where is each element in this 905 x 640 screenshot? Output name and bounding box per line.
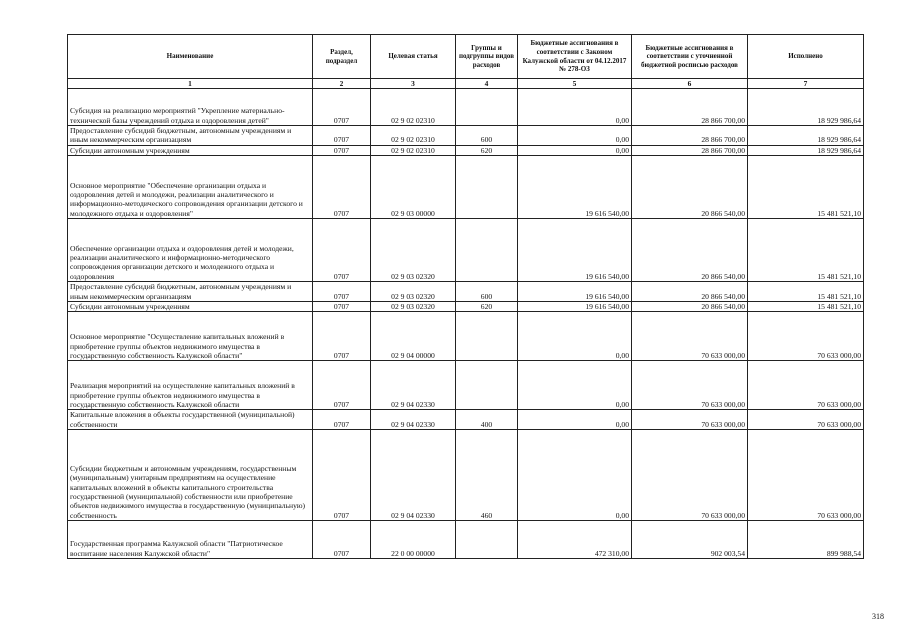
row-law-allocation-cell: 0,00 bbox=[518, 145, 632, 155]
row-name-cell: Предоставление субсидий бюджетным, автономным учреждениям и иным некоммерческим организациям bbox=[68, 126, 313, 146]
row-name-cell: Субсидии автономным учреждениям bbox=[68, 145, 313, 155]
row-group-cell: 400 bbox=[456, 410, 518, 430]
row-section-cell: 0707 bbox=[313, 430, 371, 521]
column-number-row bbox=[68, 79, 864, 89]
column-number: 2 bbox=[313, 79, 371, 89]
row-law-allocation-cell: 0,00 bbox=[518, 312, 632, 361]
header-name: Наименование bbox=[68, 35, 313, 79]
row-name-cell: Государственная программа Калужской области "Патриотическое воспитание населения Калужской области" bbox=[68, 521, 313, 559]
table-row bbox=[68, 145, 864, 155]
row-group-cell: 620 bbox=[456, 145, 518, 155]
row-name-cell: Основное мероприятие "Обеспечение организации отдыха и оздоровления детей и молодежи, реализации аналитического и информационно-методического сопровождения организации детского и молодежного отдыха и оздоровления" bbox=[68, 156, 313, 219]
row-executed-cell: 70 633 000,00 bbox=[748, 430, 864, 521]
table-row bbox=[68, 312, 864, 361]
row-name-cell: Субсидии бюджетным и автономным учреждениям, государственным (муниципальным) унитарным предприятиям на осуществление капитальных вложений в объекты капитального строительства государственной (муниципальной) собственности или приобретение объектов недвижимого имущества в государственную (муниципальную) собственность bbox=[68, 430, 313, 521]
table-row bbox=[68, 219, 864, 282]
table-body bbox=[68, 89, 864, 559]
row-refined-allocation-cell: 70 633 000,00 bbox=[632, 312, 748, 361]
row-refined-allocation-cell: 70 633 000,00 bbox=[632, 430, 748, 521]
row-target-cell: 02 9 02 02310 bbox=[371, 145, 456, 155]
row-executed-cell: 18 929 986,64 bbox=[748, 145, 864, 155]
row-law-allocation-cell: 472 310,00 bbox=[518, 521, 632, 559]
row-refined-allocation-cell: 28 866 700,00 bbox=[632, 126, 748, 146]
row-name-cell: Реализация мероприятий на осуществление капитальных вложений в приобретение группы объектов недвижимого имущества в государственную собственность Калужской области bbox=[68, 361, 313, 410]
row-executed-cell: 70 633 000,00 bbox=[748, 361, 864, 410]
row-target-cell: 02 9 02 02310 bbox=[371, 89, 456, 126]
header-law-allocation: Бюджетные ассигнования в соответствии с Законом Калужской области от 04.12.2017 № 278-ОЗ bbox=[518, 35, 632, 79]
row-executed-cell: 15 481 521,10 bbox=[748, 156, 864, 219]
row-section-cell: 0707 bbox=[313, 361, 371, 410]
row-refined-allocation-cell: 20 866 540,00 bbox=[632, 156, 748, 219]
row-name-cell: Субсидия на реализацию мероприятий "Укрепление материально-технической базы учреждений отдыха и оздоровления детей" bbox=[68, 89, 313, 126]
row-target-cell: 02 9 04 02330 bbox=[371, 430, 456, 521]
row-target-cell: 02 9 03 02320 bbox=[371, 282, 456, 302]
row-target-cell: 02 9 04 02330 bbox=[371, 361, 456, 410]
row-section-cell: 0707 bbox=[313, 145, 371, 155]
row-refined-allocation-cell: 20 866 540,00 bbox=[632, 282, 748, 302]
row-group-cell bbox=[456, 312, 518, 361]
row-section-cell: 0707 bbox=[313, 312, 371, 361]
row-group-cell: 460 bbox=[456, 430, 518, 521]
row-executed-cell: 899 988,54 bbox=[748, 521, 864, 559]
row-law-allocation-cell: 19 616 540,00 bbox=[518, 156, 632, 219]
row-section-cell: 0707 bbox=[313, 521, 371, 559]
row-law-allocation-cell: 0,00 bbox=[518, 410, 632, 430]
row-section-cell: 0707 bbox=[313, 89, 371, 126]
header-refined-allocation: Бюджетные ассигнования в соответствии с уточненной бюджетной росписью расходов bbox=[632, 35, 748, 79]
row-group-cell bbox=[456, 89, 518, 126]
row-group-cell: 600 bbox=[456, 126, 518, 146]
row-section-cell: 0707 bbox=[313, 126, 371, 146]
table-row bbox=[68, 410, 864, 430]
row-law-allocation-cell: 19 616 540,00 bbox=[518, 219, 632, 282]
row-group-cell bbox=[456, 156, 518, 219]
header-group: Группы и подгруппы видов расходов bbox=[456, 35, 518, 79]
budget-table bbox=[67, 34, 864, 559]
row-name-cell: Субсидии автономным учреждениям bbox=[68, 302, 313, 312]
table-row bbox=[68, 156, 864, 219]
row-target-cell: 02 9 03 02320 bbox=[371, 302, 456, 312]
row-executed-cell: 15 481 521,10 bbox=[748, 282, 864, 302]
row-group-cell: 620 bbox=[456, 302, 518, 312]
row-name-cell: Основное мероприятие "Осуществление капитальных вложений в приобретение группы объектов недвижимого имущества в государственную собственность Калужской области" bbox=[68, 312, 313, 361]
row-law-allocation-cell: 0,00 bbox=[518, 430, 632, 521]
table-row bbox=[68, 89, 864, 126]
page-number: 318 bbox=[872, 612, 884, 621]
row-executed-cell: 15 481 521,10 bbox=[748, 219, 864, 282]
row-executed-cell: 15 481 521,10 bbox=[748, 302, 864, 312]
table-row bbox=[68, 361, 864, 410]
row-section-cell: 0707 bbox=[313, 219, 371, 282]
column-number: 4 bbox=[456, 79, 518, 89]
row-executed-cell: 70 633 000,00 bbox=[748, 410, 864, 430]
row-target-cell: 02 9 04 00000 bbox=[371, 312, 456, 361]
row-executed-cell: 70 633 000,00 bbox=[748, 312, 864, 361]
row-group-cell: 600 bbox=[456, 282, 518, 302]
row-law-allocation-cell: 19 616 540,00 bbox=[518, 282, 632, 302]
row-refined-allocation-cell: 28 866 700,00 bbox=[632, 89, 748, 126]
row-section-cell: 0707 bbox=[313, 282, 371, 302]
row-law-allocation-cell: 19 616 540,00 bbox=[518, 302, 632, 312]
row-refined-allocation-cell: 902 003,54 bbox=[632, 521, 748, 559]
row-executed-cell: 18 929 986,64 bbox=[748, 126, 864, 146]
row-target-cell: 02 9 03 02320 bbox=[371, 219, 456, 282]
row-target-cell: 22 0 00 00000 bbox=[371, 521, 456, 559]
row-executed-cell: 18 929 986,64 bbox=[748, 89, 864, 126]
column-number: 1 bbox=[68, 79, 313, 89]
table-header-row bbox=[68, 35, 864, 79]
row-target-cell: 02 9 03 00000 bbox=[371, 156, 456, 219]
header-executed: Исполнено bbox=[748, 35, 864, 79]
header-target: Целевая статья bbox=[371, 35, 456, 79]
table-row bbox=[68, 430, 864, 521]
column-number: 3 bbox=[371, 79, 456, 89]
row-refined-allocation-cell: 70 633 000,00 bbox=[632, 361, 748, 410]
row-target-cell: 02 9 02 02310 bbox=[371, 126, 456, 146]
table-row bbox=[68, 282, 864, 302]
column-number: 5 bbox=[518, 79, 632, 89]
row-law-allocation-cell: 0,00 bbox=[518, 361, 632, 410]
row-group-cell bbox=[456, 219, 518, 282]
row-target-cell: 02 9 04 02330 bbox=[371, 410, 456, 430]
row-name-cell: Капитальные вложения в объекты государственной (муниципальной) собственности bbox=[68, 410, 313, 430]
row-name-cell: Обеспечение организации отдыха и оздоровления детей и молодежи, реализации аналитического и информационно-методического сопровождения организации детского и молодежного отдыха и оздоровления bbox=[68, 219, 313, 282]
header-section: Раздел, подраздел bbox=[313, 35, 371, 79]
table-row bbox=[68, 521, 864, 559]
row-refined-allocation-cell: 28 866 700,00 bbox=[632, 145, 748, 155]
row-refined-allocation-cell: 70 633 000,00 bbox=[632, 410, 748, 430]
row-refined-allocation-cell: 20 866 540,00 bbox=[632, 302, 748, 312]
row-section-cell: 0707 bbox=[313, 410, 371, 430]
row-section-cell: 0707 bbox=[313, 302, 371, 312]
table-row bbox=[68, 302, 864, 312]
row-refined-allocation-cell: 20 866 540,00 bbox=[632, 219, 748, 282]
column-number: 6 bbox=[632, 79, 748, 89]
row-law-allocation-cell: 0,00 bbox=[518, 126, 632, 146]
row-group-cell bbox=[456, 521, 518, 559]
table-row bbox=[68, 126, 864, 146]
column-number: 7 bbox=[748, 79, 864, 89]
row-law-allocation-cell: 0,00 bbox=[518, 89, 632, 126]
row-name-cell: Предоставление субсидий бюджетным, автономным учреждениям и иным некоммерческим организациям bbox=[68, 282, 313, 302]
row-section-cell: 0707 bbox=[313, 156, 371, 219]
row-group-cell bbox=[456, 361, 518, 410]
